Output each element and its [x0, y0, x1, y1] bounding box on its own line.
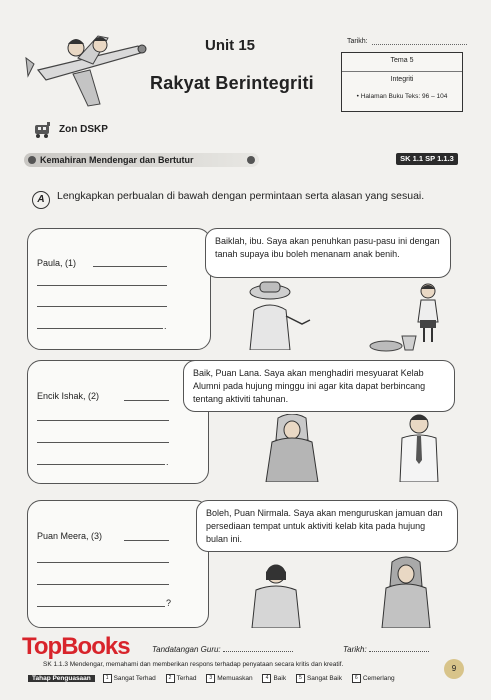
- footer-date-label: [343, 645, 429, 654]
- end-mark-3: ?: [166, 598, 172, 608]
- mastery-level-2[interactable]: 2 Terhad: [166, 674, 197, 683]
- teacher-signature-label: [152, 645, 293, 654]
- woman-hijab-2-illustration: [380, 556, 432, 628]
- dialog-panel-3: [27, 500, 209, 628]
- end-mark-1: .: [164, 321, 167, 331]
- unit-subtitle: Rakyat Berintegriti: [150, 73, 314, 93]
- tarikh-label: Tarikh:: [347, 38, 368, 45]
- answer-line-2c[interactable]: [37, 442, 169, 443]
- footer-date-text: Tarikh:: [343, 645, 367, 654]
- woman-hijab-illustration: [262, 414, 324, 482]
- answer-line-2a[interactable]: [124, 400, 169, 401]
- mastery-level-1[interactable]: 1 Sangat Terhad: [103, 674, 156, 683]
- zone-label: Zon DSKP: [59, 124, 108, 135]
- banner-dot-right-icon: [247, 156, 255, 164]
- mastery-level-title: Tahap Penguasaan: [28, 675, 95, 682]
- mastery-level-4[interactable]: 4 Baik: [262, 674, 286, 683]
- topic-label: Integriti: [342, 71, 462, 83]
- skill-code-badge: SK 1.1 SP 1.1.3: [396, 153, 458, 165]
- answer-line-2b[interactable]: [37, 420, 169, 421]
- answer-line-3b[interactable]: [37, 562, 169, 563]
- reply-bubble-2: Baik, Puan Lana. Saya akan menghadiri mesyuarat Kelab Alumni pada hujung minggu ini agar kita dapat berbincang tentang aktiviti tahunan.: [183, 360, 455, 412]
- speaker-label-3: Puan Meera, (3): [37, 531, 103, 541]
- speaker-label-1: Paula, (1): [37, 258, 77, 268]
- mastery-level-5[interactable]: 5 Sangat Baik: [296, 674, 342, 683]
- activity-letter: A: [32, 191, 50, 209]
- footer-skill-text: SK 1.1.3 Mendengar, memahami dan memberikan respons terhadap penyataan secara kritis dan kreatif.: [43, 661, 344, 668]
- unit-title: Unit 15: [205, 37, 256, 54]
- teacher-signature-text: Tandatangan Guru:: [152, 645, 221, 654]
- tarikh-write-line: [372, 44, 467, 45]
- dialog-panel-1: [27, 228, 211, 350]
- dialog-panel-2: [27, 360, 209, 484]
- woman-seated-illustration: [246, 560, 306, 628]
- answer-line-2d[interactable]: [37, 464, 165, 465]
- mastery-level-3[interactable]: 3 Memuaskan: [206, 674, 252, 683]
- page-number: 9: [444, 659, 464, 679]
- theme-box: [341, 52, 463, 112]
- textbook-pages: • Halaman Buku Teks: 96 – 104: [356, 93, 448, 100]
- mastery-level-6[interactable]: 6 Cemerlang: [352, 674, 395, 683]
- reply-bubble-3: Boleh, Puan Nirmala. Saya akan menguruskan jamuan dan persediaan tempat untuk aktiviti kelab kita pada hujung bulan ini.: [196, 500, 458, 552]
- answer-line-3d[interactable]: [37, 606, 165, 607]
- answer-line-3a[interactable]: [124, 540, 169, 541]
- end-mark-2: .: [166, 457, 169, 467]
- airplane-kids-illustration: [18, 28, 153, 118]
- activity-instruction: Lengkapkan perbualan di bawah dengan permintaan serta alasan yang sesuai.: [57, 190, 425, 202]
- answer-line-3c[interactable]: [37, 584, 169, 585]
- man-tie-illustration: [394, 412, 444, 482]
- train-icon: [33, 121, 53, 139]
- theme-label: Tema 5: [390, 57, 414, 64]
- answer-line-1a[interactable]: [93, 266, 167, 267]
- answer-line-1b[interactable]: [37, 285, 167, 286]
- topbooks-watermark-logo: TopBooks: [22, 633, 130, 660]
- soil-pots-illustration: [368, 330, 420, 352]
- mastery-level-bar: [28, 674, 448, 684]
- reply-bubble-1: Baiklah, ibu. Saya akan penuhkan pasu-pasu ini dengan tanah supaya ibu boleh menanam anak benih.: [205, 228, 451, 278]
- woman-hat-illustration: [244, 280, 324, 350]
- speaker-label-2: Encik Ishak, (2): [37, 391, 100, 401]
- answer-line-1c[interactable]: [37, 306, 167, 307]
- banner-dot-left-icon: [28, 156, 36, 164]
- answer-line-1d[interactable]: [37, 328, 163, 329]
- skill-label: Kemahiran Mendengar dan Bertutur: [40, 155, 194, 165]
